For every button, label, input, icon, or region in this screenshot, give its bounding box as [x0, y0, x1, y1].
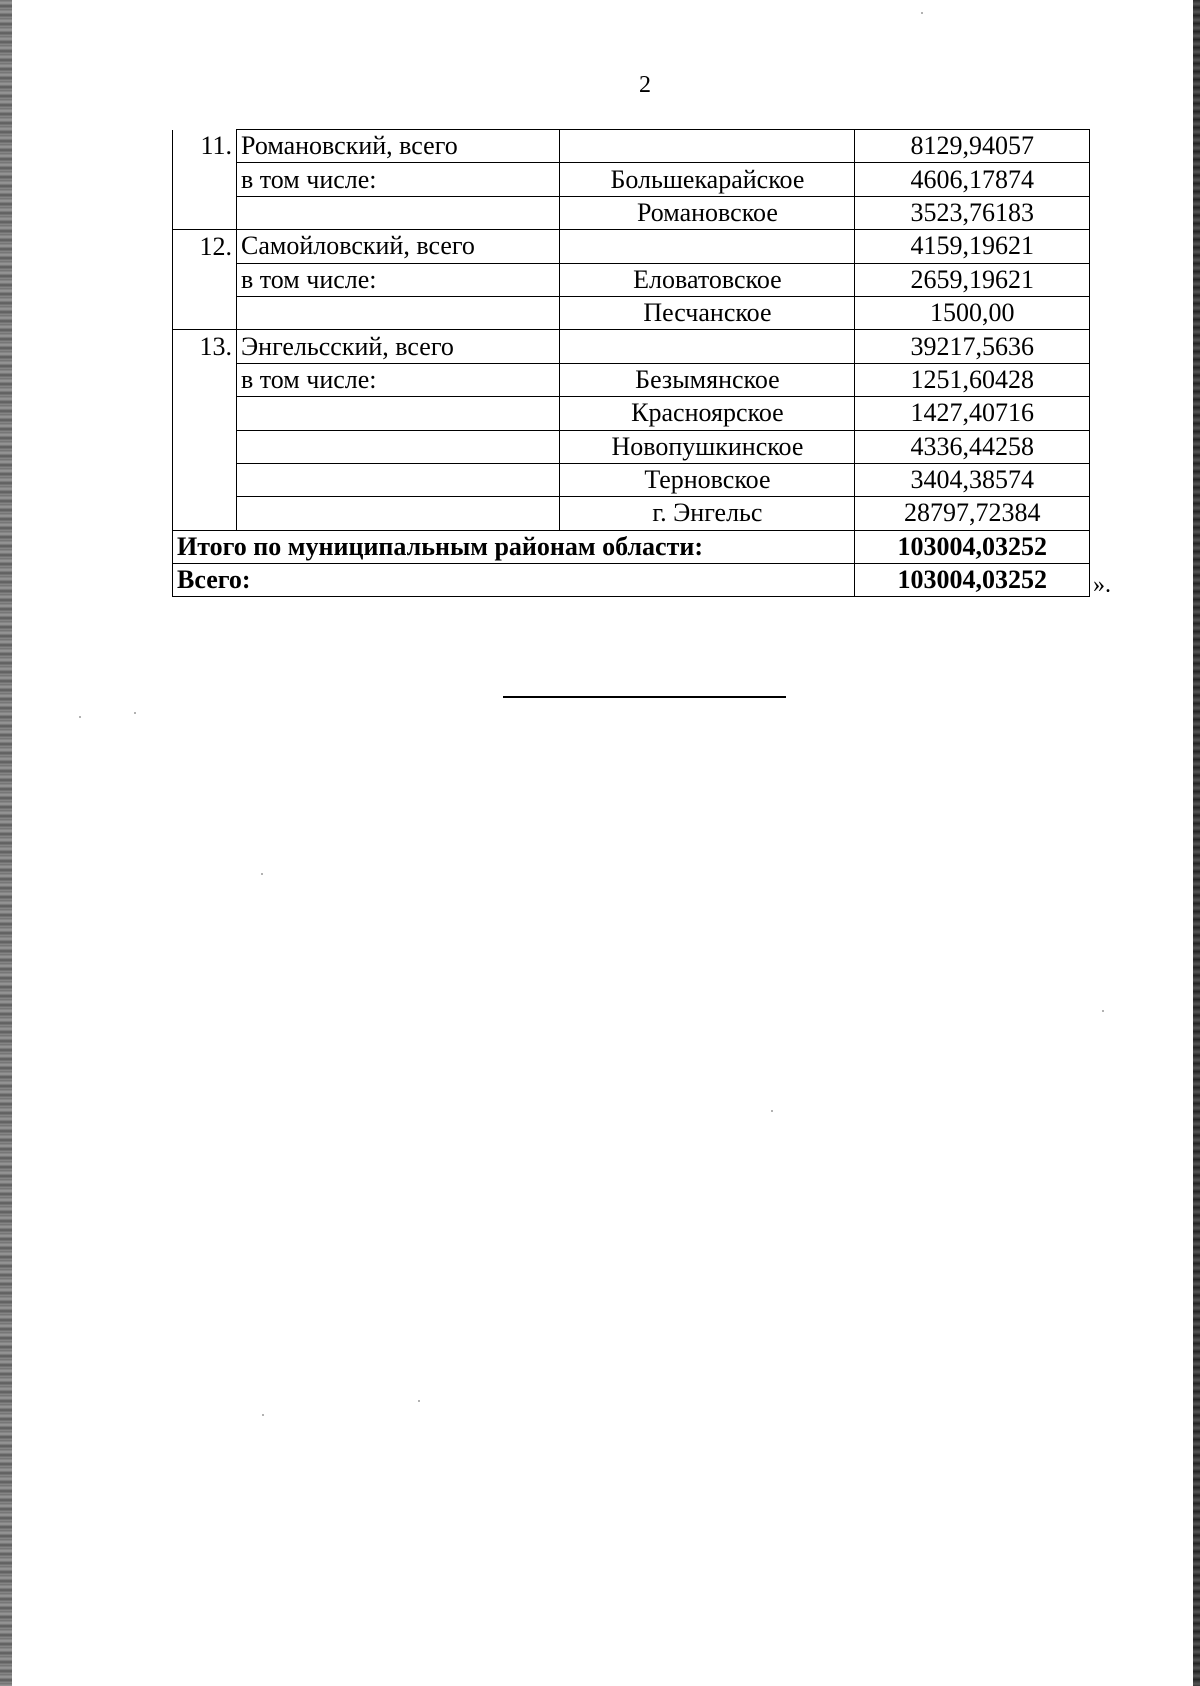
- row-number: 13.: [173, 330, 237, 363]
- page-number: 2: [639, 72, 651, 98]
- district-name: в том числе:: [237, 163, 560, 196]
- settlement-name: Большекарайское: [560, 163, 855, 196]
- scan-speck: [418, 1400, 420, 1402]
- amount-value: 1251,60428: [855, 363, 1090, 396]
- settlement-name: Романовское: [560, 196, 855, 229]
- table-row: [173, 230, 1090, 263]
- amount-value: 39217,5636: [855, 330, 1090, 363]
- scan-speck: [1102, 1010, 1104, 1012]
- row-number: [173, 363, 237, 396]
- amount-value: 4336,44258: [855, 430, 1090, 463]
- settlement-name: [560, 230, 855, 263]
- separator-line: [503, 696, 786, 698]
- table-row: [173, 463, 1090, 496]
- settlement-name: Еловатовское: [560, 263, 855, 296]
- district-name: Самойловский, всего: [237, 230, 560, 263]
- district-name: [237, 296, 560, 329]
- districts-total-label: Итого по муниципальным районам области:: [173, 530, 855, 563]
- row-number: [173, 163, 237, 196]
- amount-value: 3523,76183: [855, 196, 1090, 229]
- district-name: [237, 196, 560, 229]
- settlement-name: Безымянское: [560, 363, 855, 396]
- grand-total-label: Всего:: [173, 564, 855, 597]
- district-name: в том числе:: [237, 363, 560, 396]
- grand-total-row: [173, 564, 1090, 597]
- budget-table: [172, 129, 1090, 597]
- row-number: [173, 196, 237, 229]
- row-number: 12.: [173, 230, 237, 263]
- table-row: [173, 196, 1090, 229]
- scan-speck: [262, 1414, 264, 1416]
- scan-speck: [261, 873, 263, 875]
- districts-total-row: [173, 530, 1090, 563]
- district-name: [237, 463, 560, 496]
- table-row: [173, 296, 1090, 329]
- amount-value: 1427,40716: [855, 397, 1090, 430]
- settlement-name: Новопушкинское: [560, 430, 855, 463]
- closing-quote: ».: [1093, 572, 1111, 598]
- district-name: Энгельсский, всего: [237, 330, 560, 363]
- row-number: 11.: [173, 130, 237, 163]
- table-row: [173, 163, 1090, 196]
- amount-value: 28797,72384: [855, 497, 1090, 530]
- row-number: [173, 497, 237, 530]
- amount-value: 4606,17874: [855, 163, 1090, 196]
- amount-value: 1500,00: [855, 296, 1090, 329]
- district-name: [237, 397, 560, 430]
- amount-value: 8129,94057: [855, 130, 1090, 163]
- table-row: [173, 497, 1090, 530]
- scan-edge-left: [0, 0, 12, 1686]
- table-row: [173, 363, 1090, 396]
- table-row: [173, 130, 1090, 163]
- table-row: [173, 263, 1090, 296]
- scan-speck: [921, 12, 923, 14]
- district-name: в том числе:: [237, 263, 560, 296]
- settlement-name: [560, 330, 855, 363]
- scan-speck: [79, 716, 81, 718]
- scan-edge-right: [1193, 0, 1200, 1686]
- amount-value: 3404,38574: [855, 463, 1090, 496]
- settlement-name: [560, 130, 855, 163]
- settlement-name: Терновское: [560, 463, 855, 496]
- scan-speck: [771, 1110, 773, 1112]
- amount-value: 2659,19621: [855, 263, 1090, 296]
- row-number: [173, 463, 237, 496]
- settlement-name: г. Энгельс: [560, 497, 855, 530]
- row-number: [173, 397, 237, 430]
- table-row: [173, 430, 1090, 463]
- table-row: [173, 330, 1090, 363]
- district-name: Романовский, всего: [237, 130, 560, 163]
- table-row: [173, 397, 1090, 430]
- settlement-name: Красноярское: [560, 397, 855, 430]
- row-number: [173, 296, 237, 329]
- district-name: [237, 497, 560, 530]
- districts-total-value: 103004,03252: [855, 530, 1090, 563]
- district-name: [237, 430, 560, 463]
- amount-value: 4159,19621: [855, 230, 1090, 263]
- settlement-name: Песчанское: [560, 296, 855, 329]
- scan-speck: [134, 712, 136, 714]
- row-number: [173, 430, 237, 463]
- grand-total-value: 103004,03252: [855, 564, 1090, 597]
- row-number: [173, 263, 237, 296]
